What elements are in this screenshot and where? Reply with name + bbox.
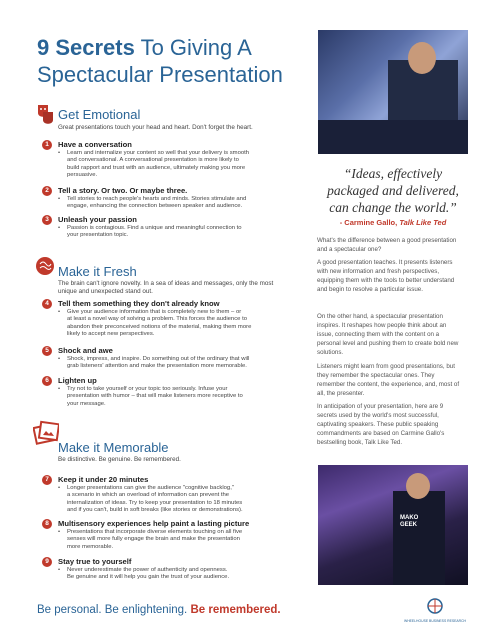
- number-badge: 8: [42, 519, 52, 529]
- item-title: Keep it under 20 minutes: [58, 475, 149, 484]
- item-title: Have a conversation: [58, 140, 132, 149]
- item-body: • Presentations that incorporate diverse elements touching on all five senses will more fully engage the brain and make the presentation more memorable.: [67, 529, 312, 551]
- paragraph: In anticipation of your presentation, here are 9 secrets used by the world's most successful, captivating speakers. These public speaking commandments are based on Carmine Gallo's bestselling book, Talk Like Ted.: [317, 403, 445, 446]
- footer-tagline: Be personal. Be enlightening. Be remembered.: [37, 604, 281, 616]
- item-body: • Give your audience information that is completely new to them – or at least a novel way of solving a problem. This forces the audience to abandon their preconceived notions of the material, making them more likely to accept new perspectives.: [67, 309, 312, 338]
- number-badge: 5: [42, 346, 52, 356]
- section-heading-emotional: Get Emotional: [58, 107, 141, 122]
- item-title: Shock and awe: [58, 346, 113, 355]
- globe-icon: [427, 598, 443, 614]
- item-body: • Shock, impress, and inspire. Do something out of the ordinary that will grab listeners' attention and make the presentation more memorable.: [67, 356, 312, 371]
- number-badge: 4: [42, 299, 52, 309]
- photo-icon: [33, 420, 59, 451]
- item-body: • Tell stories to reach people's hearts and minds. Stories stimulate and engage, enhancing the connection between speaker and audience.: [67, 196, 312, 211]
- section-heading-memorable: Make it Memorable: [58, 440, 169, 455]
- item-body: • Try not to take yourself or your topic too seriously. Infuse your presentation with humor – that will make listeners more receptive to your message.: [67, 386, 312, 408]
- speaker-photo-bottom: [318, 465, 468, 585]
- number-badge: 7: [42, 475, 52, 485]
- item-body: • Learn and internalize your content so well that your delivery is smooth and conversational. A conversational presentation is more likely to build rapport and trust with an audience, ultimately making you more persuasive.: [67, 150, 312, 179]
- quote: “Ideas, effectively packaged and delivered, can change the world.”: [327, 166, 459, 215]
- speaker-photo-top: [318, 30, 468, 154]
- paragraph: What's the difference between a good presentation and a spectacular one?: [317, 237, 457, 253]
- section-heading-fresh: Make it Fresh: [58, 264, 137, 279]
- item-title: Lighten up: [58, 376, 97, 385]
- item-title: Tell them something they don't already know: [58, 299, 220, 308]
- section-subtitle-emotional: Great presentations touch your head and heart. Don't forget the heart.: [58, 124, 253, 131]
- number-badge: 3: [42, 215, 52, 225]
- item-body: • Longer presentations can give the audience "cognitive backlog," a scenario in which an overload of information can prevent the internalization of ideas. Try to keep your presentation to 18 minutes and if you can't, build in soft breaks (like stories or demonstrations).: [67, 485, 312, 514]
- item-body: • Passion is contagious. Find a unique and meaningful connection to your presentation topic.: [67, 225, 312, 240]
- item-title: Multisensory experiences help paint a lasting picture: [58, 519, 250, 528]
- number-badge: 2: [42, 186, 52, 196]
- number-badge: 9: [42, 557, 52, 567]
- number-badge: 1: [42, 140, 52, 150]
- brain-icon: [35, 256, 52, 276]
- company-logo: [400, 598, 470, 623]
- shirt-text: MAKO GEEK: [400, 515, 419, 528]
- item-title: Unleash your passion: [58, 215, 137, 224]
- quote-attribution: - Carmine Gallo, Talk Like Ted: [339, 218, 447, 227]
- number-badge: 6: [42, 376, 52, 386]
- section-subtitle-fresh: The brain can't ignore novelty. In a sea of ideas and messages, only the most unique and unexpected stand out.: [58, 280, 274, 295]
- item-body: • Never underestimate the power of authenticity and openness. Be genuine and it will help you gain the trust of your audience.: [67, 567, 312, 582]
- paragraph: A good presentation teaches. It presents listeners with new information and fresh perspectives, equipping them with the tools to better understand and begin to resolve a particular issue.: [317, 259, 455, 293]
- logo-text: WHEELHOUSE BUSINESS RESEARCH: [404, 619, 466, 623]
- paragraph: On the other hand, a spectacular presentation inspires. It reshapes how people think about an issue, connecting them with the content on a personal level and pushing them to create bold new solutions.: [317, 313, 459, 356]
- page-title: 9 Secrets To Giving A Spectacular Presentation: [37, 35, 283, 87]
- item-title: Tell a story. Or two. Or maybe three.: [58, 186, 188, 195]
- paragraph: Listeners might learn from good presentations, but they remember the spectacular ones. They remember the content, the experience, and, most of all, the presenter.: [317, 363, 460, 397]
- section-subtitle-memorable: Be distinctive. Be genuine. Be remembered.: [58, 456, 181, 463]
- item-title: Stay true to yourself: [58, 557, 132, 566]
- theater-masks-icon: [37, 104, 54, 124]
